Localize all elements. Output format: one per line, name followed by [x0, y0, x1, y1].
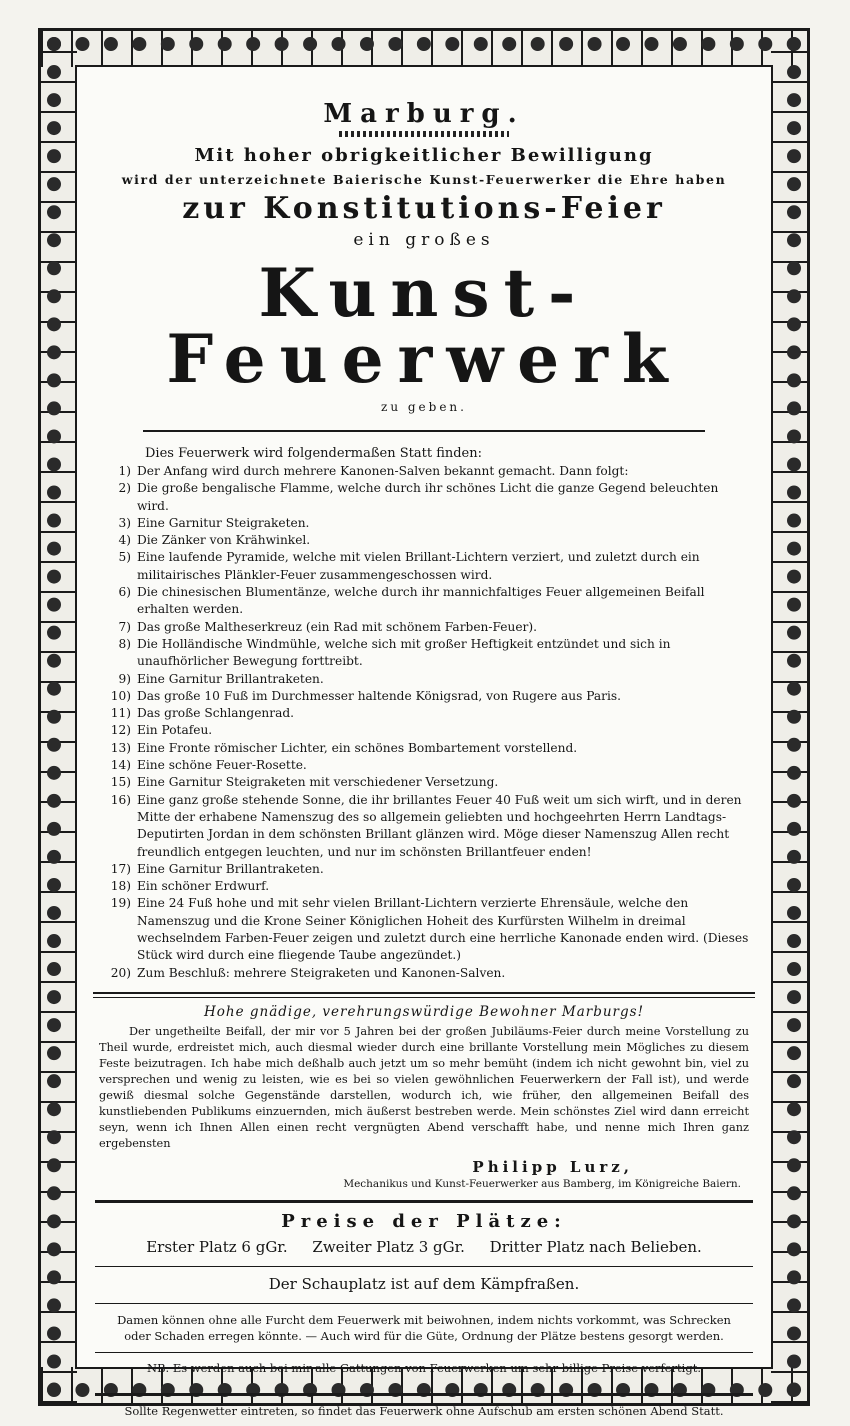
signature: Philipp Lurz,	[472, 1157, 633, 1176]
program-item: 19) Eine 24 Fuß hohe und mit sehr vielen Brillant-Lichtern verzierte Ehrensäule, welche den Namenszug und die Krone Seiner Königlichen Hoheit des Kurfürsten Wilhelm in dreimal wechselndem Farben-Feuer zeigen und zuletzt durch eine herrliche Kanonade enden wird. (Dieses Stück wird durch eine fliegende Taube angezündet.)	[110, 896, 749, 963]
program-item: 14) Eine schöne Feuer-Rosette.	[110, 758, 307, 773]
program-item: 2) Die große bengalische Flamme, welche durch ihr schönes Licht die ganze Gegend beleuchten wird.	[118, 481, 719, 513]
ladies-note: Damen können ohne alle Furcht dem Feuerwerk mit beiwohnen, indem nichts vorkommt, was Schrecken oder Schaden erregen könnte. — Auch wird für die Güte, Ordnung der Plätze bestens gesorgt werden.	[117, 1312, 731, 1343]
prices-line	[95, 1238, 753, 1256]
program-list	[95, 463, 753, 982]
program-item: 3) Eine Garnitur Steigraketen.	[118, 515, 310, 530]
venue-line: Der Schauplatz ist auf dem Kämpfraßen.	[268, 1274, 580, 1293]
program-item: 7) Das große Maltheserkreuz (ein Rad mit schönem Farben-Feuer).	[118, 619, 538, 634]
price-third: Dritter Platz nach Belieben.	[489, 1237, 702, 1256]
great-line: ein großes	[353, 230, 495, 250]
program-item: 11) Das große Schlangenrad.	[110, 706, 295, 721]
program-item: 17) Eine Garnitur Brillantraketen.	[110, 861, 324, 876]
program-item: 12) Ein Potafeu.	[110, 723, 213, 738]
section-divider	[93, 992, 755, 998]
rain-note: Sollte Regenwetter eintreten, so findet das Feuerwerk ohne Aufschub am ersten schönen Abend Statt.	[124, 1403, 724, 1418]
prices-heading: Preise der Plätze:	[281, 1210, 567, 1232]
program-item: 1) Der Anfang wird durch mehrere Kanonen-Salven bekannt gemacht. Dann folgt:	[118, 464, 629, 478]
program-item: 8) Die Holländische Windmühle, welche sich mit großer Heftigkeit entzündet und sich in unaufhörlicher Bewegung forttreibt.	[118, 636, 671, 669]
give-line: zu geben.	[381, 400, 467, 414]
program-item: 18) Ein schöner Erdwurf.	[110, 879, 270, 894]
price-first: Erster Platz 6 gGr.	[146, 1237, 288, 1256]
program-item: 9) Eine Garnitur Brillantraketen.	[118, 671, 324, 686]
program-item: 5) Eine laufende Pyramide, welche mit vielen Brillant-Lichtern verziert, und zuletzt durch ein militairisches Plänkler-Feuer zusammengeschossen wird.	[118, 550, 700, 582]
program-item: 6) Die chinesischen Blumentänze, welche durch ihr mannichfaltiges Feuer allgemeinen Beifall erhalten werden.	[118, 585, 705, 617]
occasion-title: zur Konstitutions-Feier	[182, 191, 666, 226]
program-item: 16) Eine ganz große stehende Sonne, die ihr brillantes Feuer 40 Fuß weit um sich wirft, und in deren Mitte der erhabene Namenszug des so allgemein geliebten und hochgeehrten Herrn Landtags-Deputirten Jordan in dem schönsten Brillant glänzen wird. Möge dieser Namenszug Allen recht freundlich entgegen leuchten, und nur im schönsten Brillantfeuer enden!	[110, 792, 742, 859]
nb-note: NB. Es werden auch bei mir alle Gattungen von Feuerwerken um sehr billige Preise verfertigt.	[147, 1360, 701, 1375]
program-item: 13) Eine Fronte römischer Lichter, ein schönes Bombartement vorstellend.	[110, 740, 578, 755]
ornamental-border	[38, 28, 810, 1418]
city-title: Marburg.	[323, 99, 525, 129]
permission-line: Mit hoher obrigkeitlicher Bewilligung	[194, 145, 654, 166]
poster-content	[75, 65, 773, 1418]
divider	[143, 430, 705, 432]
address-body: Der ungetheilte Beifall, der mir vor 5 Jahren bei der großen Jubiläums-Feier durch meine Vorstellung zu Theil wurde, erdreistet mich, auch diesmal wieder durch eine brillante Vorstellung mein Mögliches zu diesem Feste beizutragen. Ich habe mich deßhalb auch jetzt um so mehr bemüht (indem ich nicht gewohnt bin, viel zu versprechen und wenig zu leisten, wie es bei so vielen gewöhnlichen Feuerwerkern der Fall ist), und werde gewiß diesmal solche Gegenstände darstellen, wodurch ich, wie früher, den allgemeinen Beifall des kunstliebenden Publikums einzuernden, mich äußerst bestreben werde. Mein schönstes Ziel wird dann erreicht seyn, wenn ich Ihnen Allen einen recht vergnügten Abend verschafft habe, und nenne mich Ihren ganz ergebensten	[99, 1024, 749, 1150]
program-item: 15) Eine Garnitur Steigraketen mit verschiedener Versetzung.	[110, 775, 499, 790]
divider	[95, 1200, 753, 1203]
signature-title: Mechanikus und Kunst-Feuerwerker aus Bamberg, im Königreiche Baiern.	[343, 1177, 741, 1190]
main-title: Kunst-Feuerwerk	[166, 254, 682, 398]
address-heading: Hohe gnädige, verehrungswürdige Bewohner Marburgs!	[203, 1003, 644, 1020]
program-item: 20) Zum Beschluß: mehrere Steigraketen und Kanonen-Salven.	[110, 965, 506, 980]
program-item: 4) Die Zänker von Krähwinkel.	[118, 533, 311, 548]
program-intro: Dies Feuerwerk wird folgendermaßen Statt finden:	[145, 446, 483, 461]
announcement-line: wird der unterzeichnete Baierische Kunst-Feuerwerker die Ehre haben	[121, 172, 727, 187]
price-second: Zweiter Platz 3 gGr.	[312, 1237, 465, 1256]
program-item: 10) Das große 10 Fuß im Durchmesser haltende Königsrad, von Rugere aus Paris.	[110, 688, 622, 703]
title-underline	[339, 131, 509, 137]
